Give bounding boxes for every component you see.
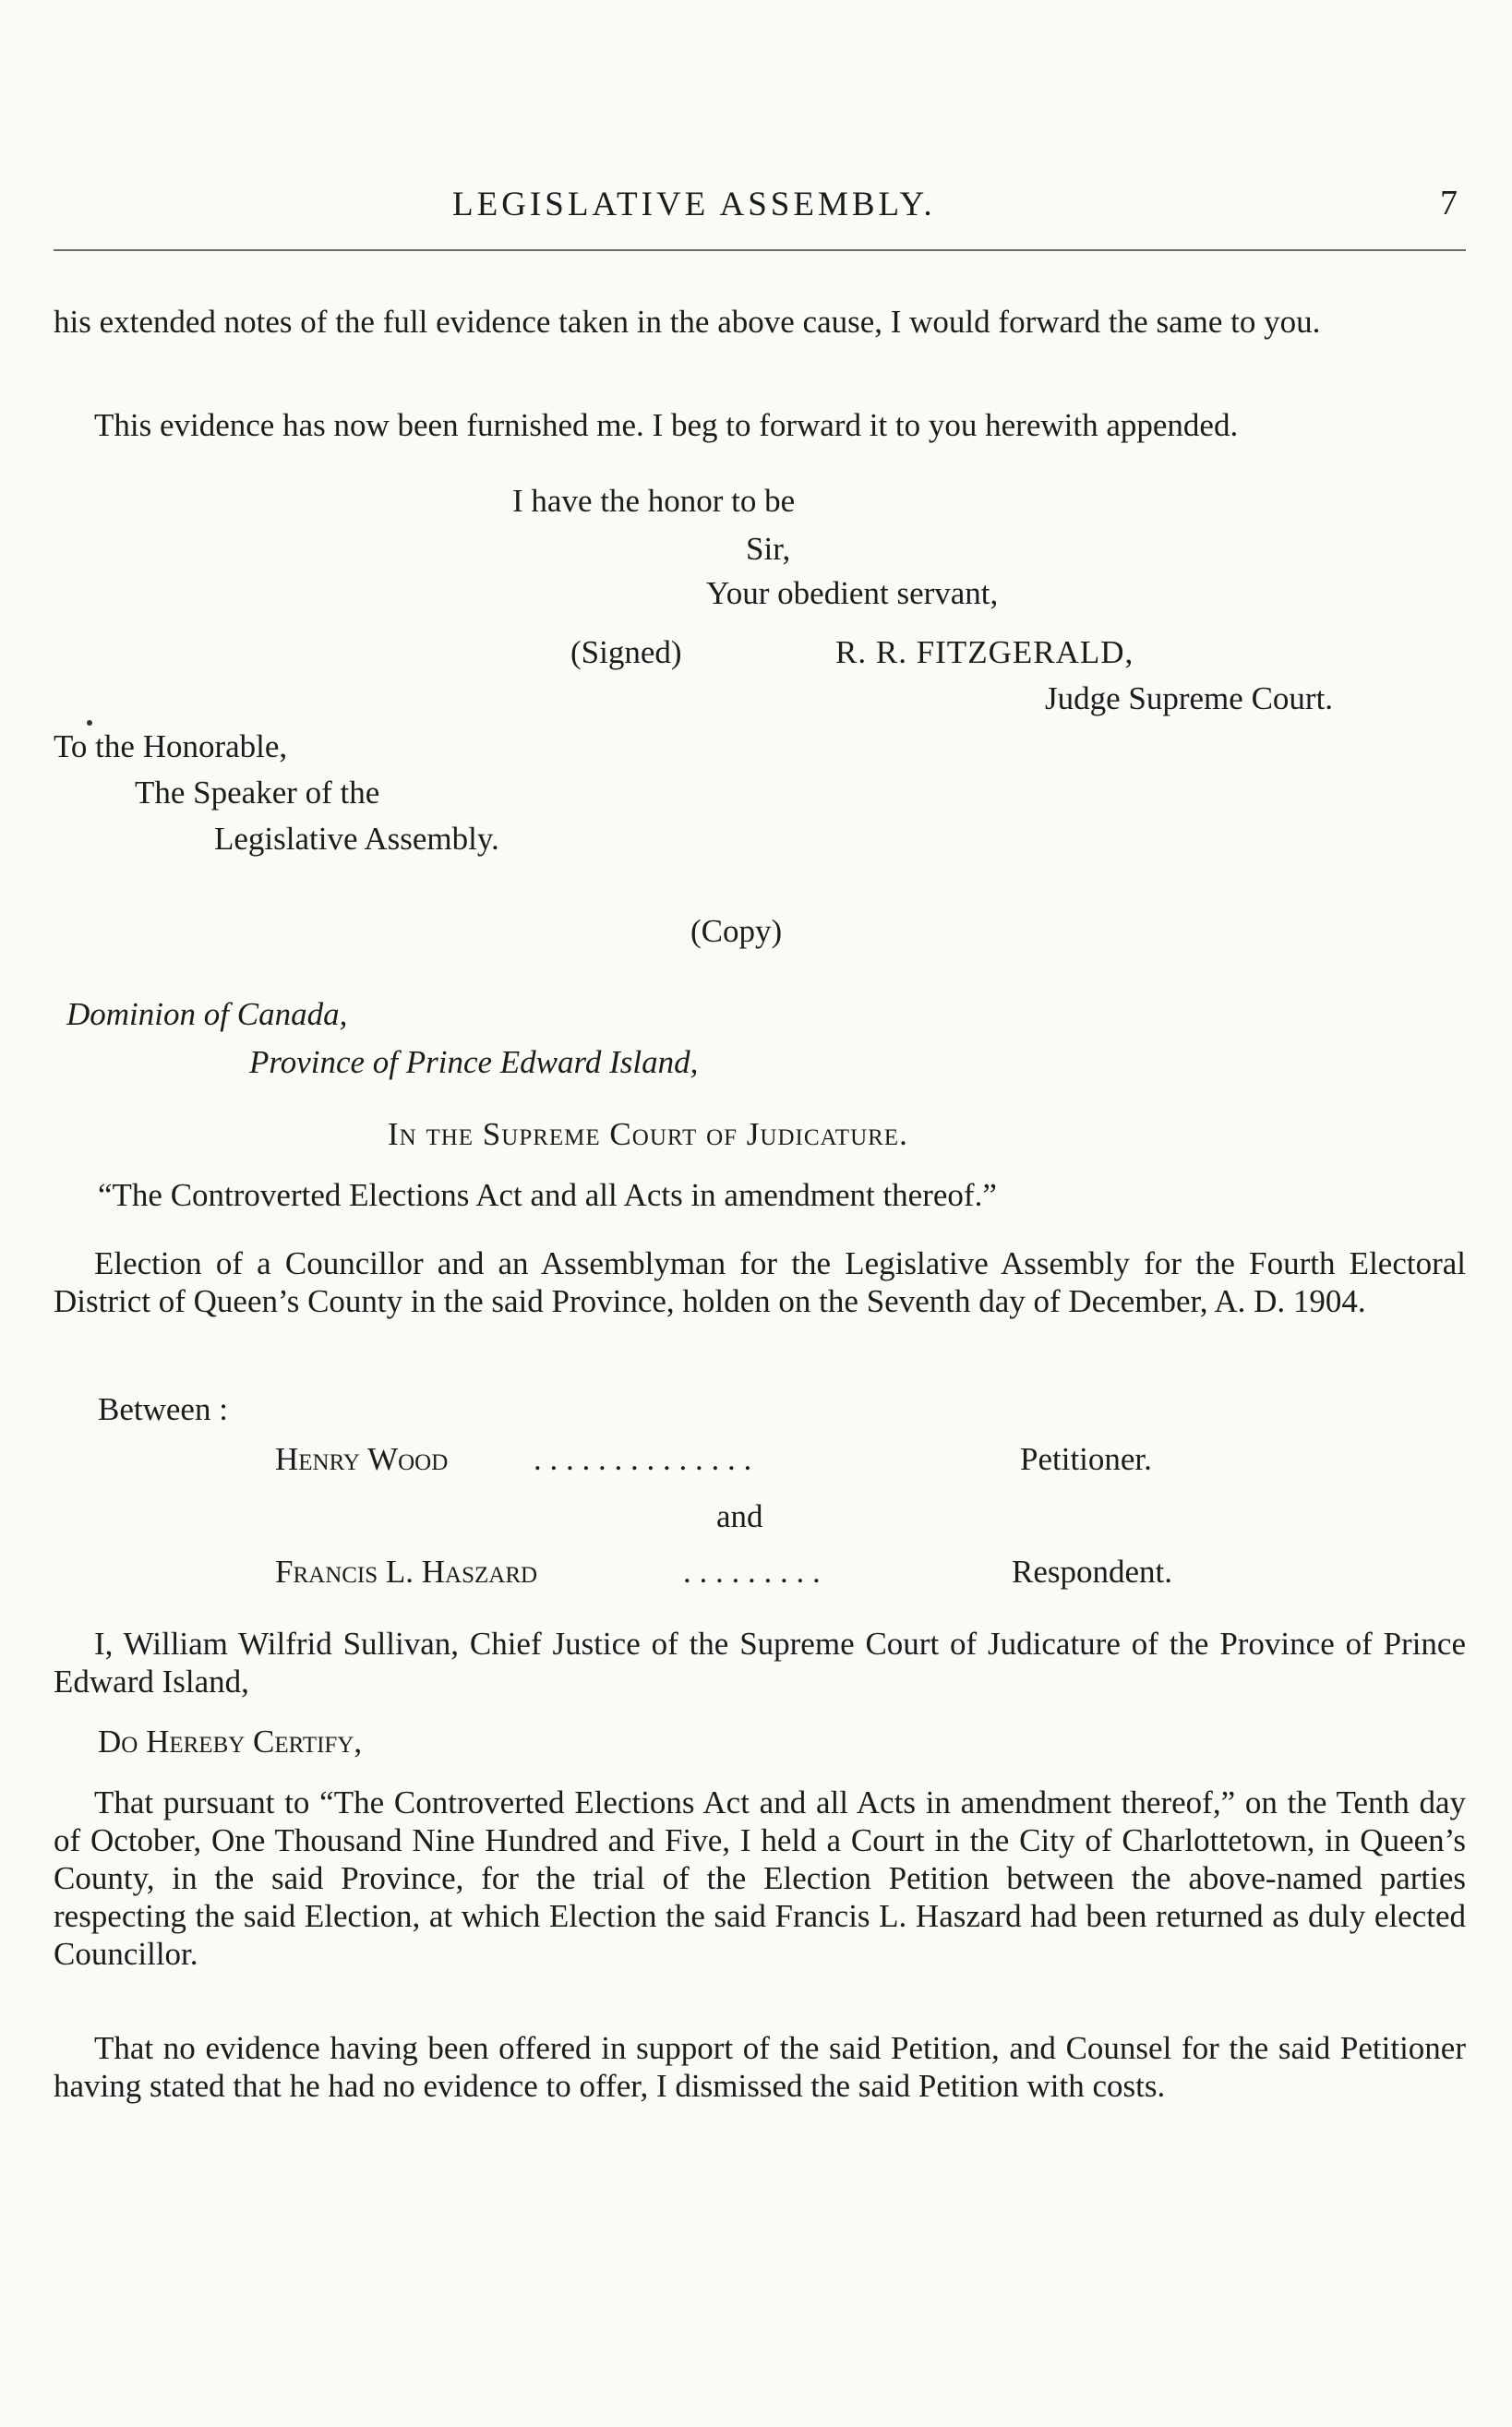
signer-name: R. R. FITZGERALD, (835, 634, 1134, 670)
running-head: LEGISLATIVE ASSEMBLY. (452, 186, 936, 223)
letter-paragraph-1: his extended notes of the full evidence taken in the above cause, I would forward the same to you. (54, 304, 1321, 340)
addressee-line-2: The Speaker of the (135, 775, 380, 811)
closing-line-2: Sir, (746, 531, 791, 567)
respondent-name: Francis L. Haszard (275, 1554, 538, 1590)
and-connector: and (716, 1498, 763, 1534)
closing-line-3: Your obedient servant, (706, 575, 999, 611)
signer-title: Judge Supreme Court. (1045, 680, 1334, 716)
copy-label: (Copy) (690, 913, 783, 949)
act-title: “The Controverted Elections Act and all Acts in amendment thereof.” (98, 1177, 997, 1213)
addressee-line-3: Legislative Assembly. (214, 821, 499, 857)
petitioner-leader: . . . . . . . . . . . . . . (534, 1441, 752, 1477)
page-number: 7 (1440, 184, 1458, 222)
between-label: Between : (98, 1391, 228, 1427)
letter-paragraph-2: This evidence has now been furnished me. I beg to forward it to you herewith appended. (94, 407, 1239, 443)
stray-mark (87, 720, 92, 726)
header-rule (54, 249, 1466, 251)
dismissal-paragraph: That no evidence having been offered in support of the said Petition, and Counsel for the said Petitioner having stated that he had no evidence to offer, I dismissed the said Petition with costs. (54, 2030, 1466, 2104)
pursuant-paragraph: That pursuant to “The Controverted Elections Act and all Acts in amendment thereof,” on the Tenth day of October, One Thousand Nine Hundred and Five, I held a Court in the City of Charlottetown, in Queen’s County, in the said Province, for the trial of the Election Petition between the above-named parties respecting the said Election, at which Election the said Francis L. Haszard had been returned as duly elected Councillor. (54, 1784, 1466, 1972)
petitioner-role: Petitioner. (1020, 1441, 1152, 1477)
certify-intro: I, William Wilfrid Sullivan, Chief Justice of the Supreme Court of Judicature of the Province of Prince Edward Island, (54, 1626, 1466, 1700)
signed-label: (Signed) (570, 634, 682, 670)
respondent-role: Respondent. (1012, 1554, 1173, 1590)
petitioner-name: Henry Wood (275, 1441, 449, 1477)
dominion-line: Dominion of Canada, (66, 996, 348, 1032)
closing-line-1: I have the honor to be (512, 483, 796, 519)
court-heading: In the Supreme Court of Judicature. (388, 1116, 908, 1152)
certify-heading: Do Hereby Certify, (98, 1724, 363, 1760)
province-line: Province of Prince Edward Island, (249, 1044, 699, 1080)
addressee-line-1: To the Honorable, (54, 728, 288, 764)
respondent-leader: . . . . . . . . . (683, 1554, 821, 1590)
election-paragraph: Election of a Councillor and an Assemblyman for the Legislative Assembly for the Fourth Electoral District of Queen’s County in the said Province, holden on the Seventh day of December, A. D. 1904. (54, 1245, 1466, 1319)
